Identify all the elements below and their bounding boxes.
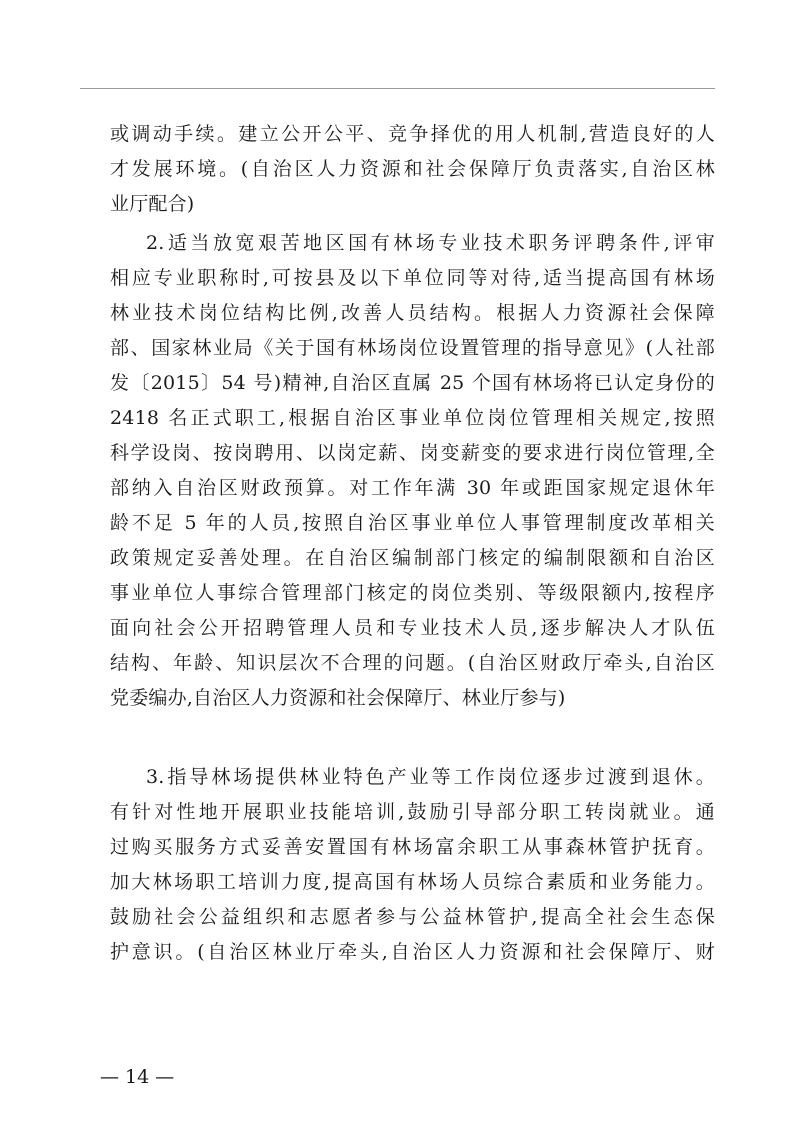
paragraph-1 [110, 117, 715, 222]
text-line: 林业技术岗位结构比例,改善人员结构。根据人力资源社会保障 [110, 302, 715, 324]
paragraph-3 [110, 760, 715, 970]
page-number: — 14 — [100, 1066, 175, 1088]
paragraph-2 [110, 226, 715, 716]
text-line: 过购买服务方式妥善安置国有林场富余职工从事森林管护抚育。 [110, 836, 715, 858]
text-line: 才发展环境。(自治区人力资源和社会保障厅负责落实,自治区林 [110, 158, 715, 180]
text-line: 2.适当放宽艰苦地区国有林场专业技术职务评聘条件,评审 [146, 232, 715, 254]
text-line: 发〔2015〕54 号)精神,自治区直属 25 个国有林场将已认定身份的 [110, 372, 715, 394]
text-line: 面向社会公开招聘管理人员和专业技术人员,逐步解决人才队伍 [110, 617, 715, 639]
text-line: 或调动手续。建立公开公平、竞争择优的用人机制,营造良好的人 [110, 123, 715, 145]
text-line: 护意识。(自治区林业厅牵头,自治区人力资源和社会保障厅、财 [110, 941, 715, 963]
text-line: 3.指导林场提供林业特色产业等工作岗位逐步过渡到退休。 [146, 766, 715, 788]
header-rule [80, 88, 715, 89]
text-line: 鼓励社会公益组织和志愿者参与公益林管护,提高全社会生态保 [110, 906, 715, 928]
text-line: 部、国家林业局《关于国有林场岗位设置管理的指导意见》(人社部 [110, 337, 715, 359]
text-line: 党委编办,自治区人力资源和社会保障厅、林业厅参与) [110, 687, 566, 709]
text-line: 结构、年龄、知识层次不合理的问题。(自治区财政厅牵头,自治区 [110, 652, 715, 674]
text-line: 部纳入自治区财政预算。对工作年满 30 年或距国家规定退休年 [110, 477, 715, 499]
text-line: 科学设岗、按岗聘用、以岗定薪、岗变薪变的要求进行岗位管理,全 [110, 442, 715, 464]
text-line: 有针对性地开展职业技能培训,鼓励引导部分职工转岗就业。通 [110, 801, 715, 823]
text-line: 加大林场职工培训力度,提高国有林场人员综合素质和业务能力。 [110, 871, 715, 893]
text-line: 相应专业职称时,可按县及以下单位同等对待,适当提高国有林场 [110, 267, 715, 289]
text-line: 政策规定妥善处理。在自治区编制部门核定的编制限额和自治区 [110, 547, 715, 569]
text-line: 龄不足 5 年的人员,按照自治区事业单位人事管理制度改革相关 [110, 512, 715, 534]
text-line: 业厅配合) [110, 193, 195, 215]
text-line: 2418 名正式职工,根据自治区事业单位岗位管理相关规定,按照 [110, 407, 715, 429]
text-line: 事业单位人事综合管理部门核定的岗位类别、等级限额内,按程序 [110, 582, 715, 604]
